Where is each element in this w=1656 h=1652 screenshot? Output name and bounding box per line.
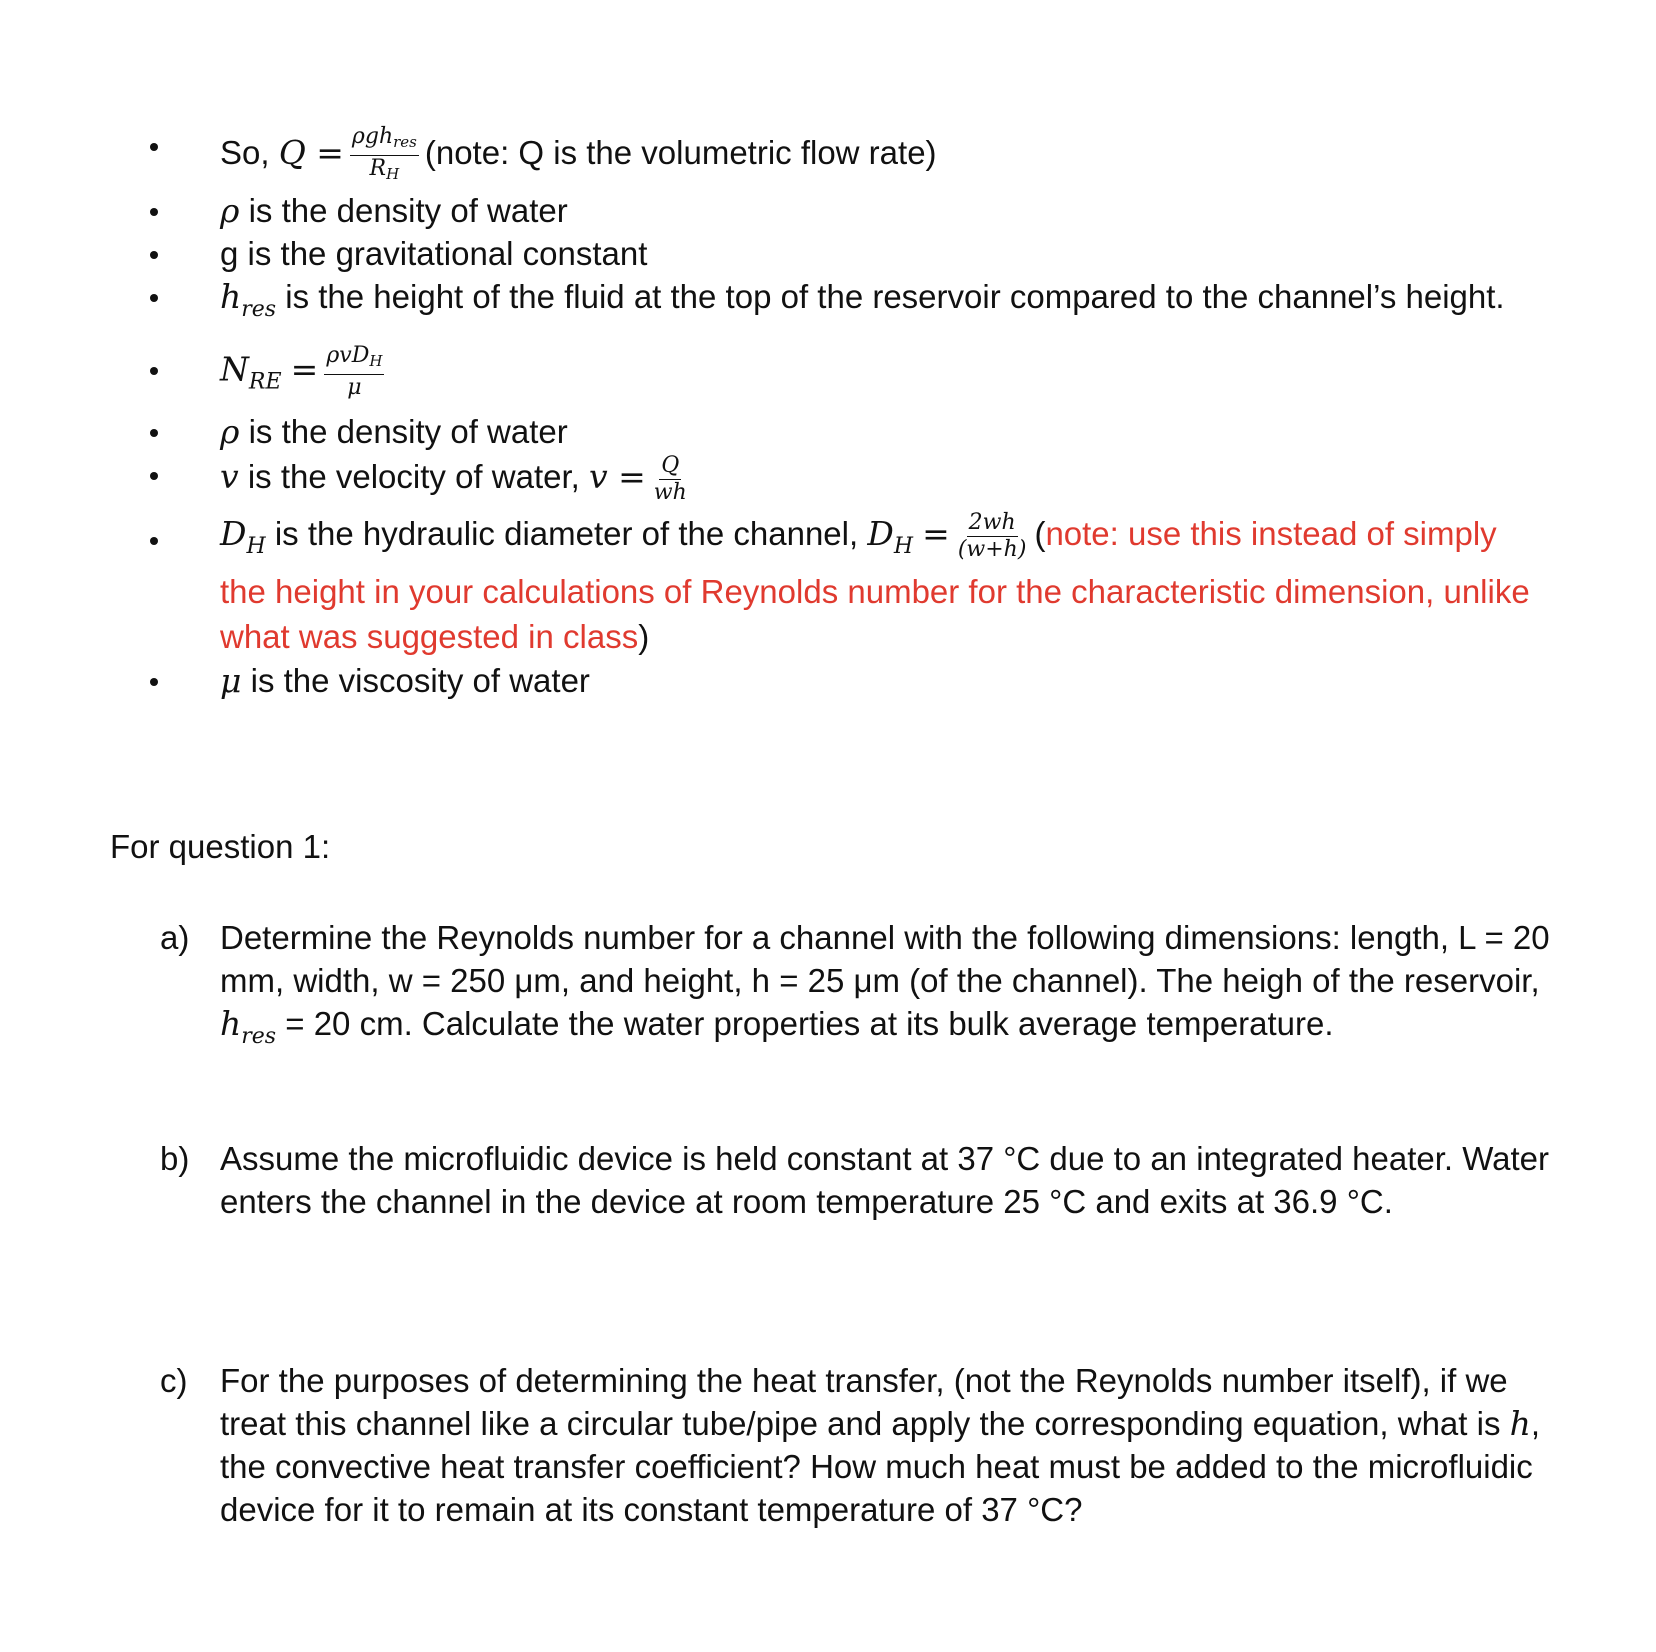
math-symbol: ρ <box>220 191 240 230</box>
math-symbol: N <box>220 349 249 389</box>
bullet-icon <box>150 143 158 151</box>
list-item <box>150 232 1550 275</box>
bullet-icon <box>150 367 158 375</box>
list-item: $h_{res}$ is the height of the fluid at the top of the reservoir compared to the channel’s height. <box>150 275 1550 331</box>
list-item: $D_H$ is the hydraulic diameter of the channel, $D_H$ = $\frac{2wh}{(w+h)}$ (note: use this instead of simply the height in your calculations of Reynolds number for the characteristic dimension, unlike what was suggested in class) <box>150 510 1550 659</box>
list-item <box>150 189 1550 232</box>
bullet-text: is the viscosity of water <box>250 661 590 699</box>
question-a <box>160 916 1550 1058</box>
bullet-icon <box>150 251 158 259</box>
bullet-icon <box>150 537 158 545</box>
bullet-text: is the velocity of water, <box>247 457 580 495</box>
bullet-note: (note: Q is the volumetric flow rate) <box>424 134 937 172</box>
bullet-icon <box>150 294 158 302</box>
list-item <box>150 659 1550 702</box>
reynolds-fraction: $\frac{\text{ρvDH}}{\mu}$ <box>326 343 383 400</box>
bullet-text: is the height of the fluid at the top of the reservoir compared to the channel’s height. <box>285 278 1505 315</box>
bullet-text: is the density of water <box>248 192 568 229</box>
flow-rate-fraction: $\frac{\text{ρghres}}{RH}$ <box>351 124 417 183</box>
equation-lhs: Q = <box>278 133 344 173</box>
math-symbol: v <box>220 456 239 496</box>
hydraulic-diameter-fraction: $\frac{2wh}{(w+h)}$ <box>957 509 1027 562</box>
question-text: For the purposes of determining the heat transfer, (not the Reynolds number itself), if we treat this channel like a circular tube/pipe and apply the corresponding equation, what is <box>220 1362 1508 1442</box>
question-text: Assume the microfluidic device is held constant at 37 °C due to an integrated heater. Water enters the channel in the device at room temperature 25 °C and exits at 36.9 °C. <box>220 1140 1550 1220</box>
velocity-fraction: $\frac{Q}{wh}$ <box>653 452 687 505</box>
math-symbol: D <box>220 513 247 553</box>
question-b <box>160 1137 1550 1223</box>
list-item: $N_{RE}$ = $\frac{\text{ρvDH}}{\mu}$ <box>150 343 1550 404</box>
section-heading: For question 1: <box>110 828 331 865</box>
math-symbol: μ <box>220 660 242 700</box>
bullet-text: g is the gravitational constant <box>220 235 648 272</box>
question-label: b) <box>160 1140 190 1177</box>
bullet-text: is the hydraulic diameter of the channel, <box>274 514 859 552</box>
definitions-list <box>150 124 1550 702</box>
list-item <box>160 1137 1550 1223</box>
list-item: a) Determine the Reynolds number for a channel with the following dimensions: length, L = 20 mm, width, w = 250 μm, and height, h = 25 μm (of the channel). The heigh of the reservoir, $h_{res} = 20$ cm. Calculate the water properties at its bulk average temperature. <box>160 916 1550 1058</box>
list-item <box>150 410 1550 453</box>
bullet-icon <box>150 208 158 216</box>
math-symbol: h <box>220 277 242 316</box>
bullet-icon <box>150 429 158 437</box>
list-item <box>150 124 1550 187</box>
red-note: note: use this instead of simply the height in your calculations of Reynolds number for the characteristic dimension, unlike what was suggested in class <box>220 514 1530 655</box>
question-text: Determine the Reynolds number for a channel with the following dimensions: length, L = 20 mm, width, w = 250 μm, and height, h = 25 μm (of the channel). The heigh of the reservoir, <box>220 919 1550 999</box>
question-c <box>160 1359 1550 1531</box>
bullet-text: is the density of water <box>248 412 568 450</box>
bullet-text: So, <box>220 134 270 172</box>
math-symbol: ρ <box>220 411 240 451</box>
question-label: c) <box>160 1362 188 1399</box>
bullet-icon <box>150 678 158 686</box>
question-label: a) <box>160 919 190 956</box>
bullet-icon <box>150 472 158 480</box>
list-item: c) For the purposes of determining the heat transfer, (not the Reynolds number itself), if we treat this channel like a circular tube/pipe and apply the corresponding equation, what is h, the convective heat transfer coefficient? How much heat must be added to the microfluidic device for it to remain at its constant temperature of 37 °C? <box>160 1359 1550 1531</box>
list-item: v is the velocity of water, v = $\frac{Q}{wh}$ <box>150 453 1550 506</box>
